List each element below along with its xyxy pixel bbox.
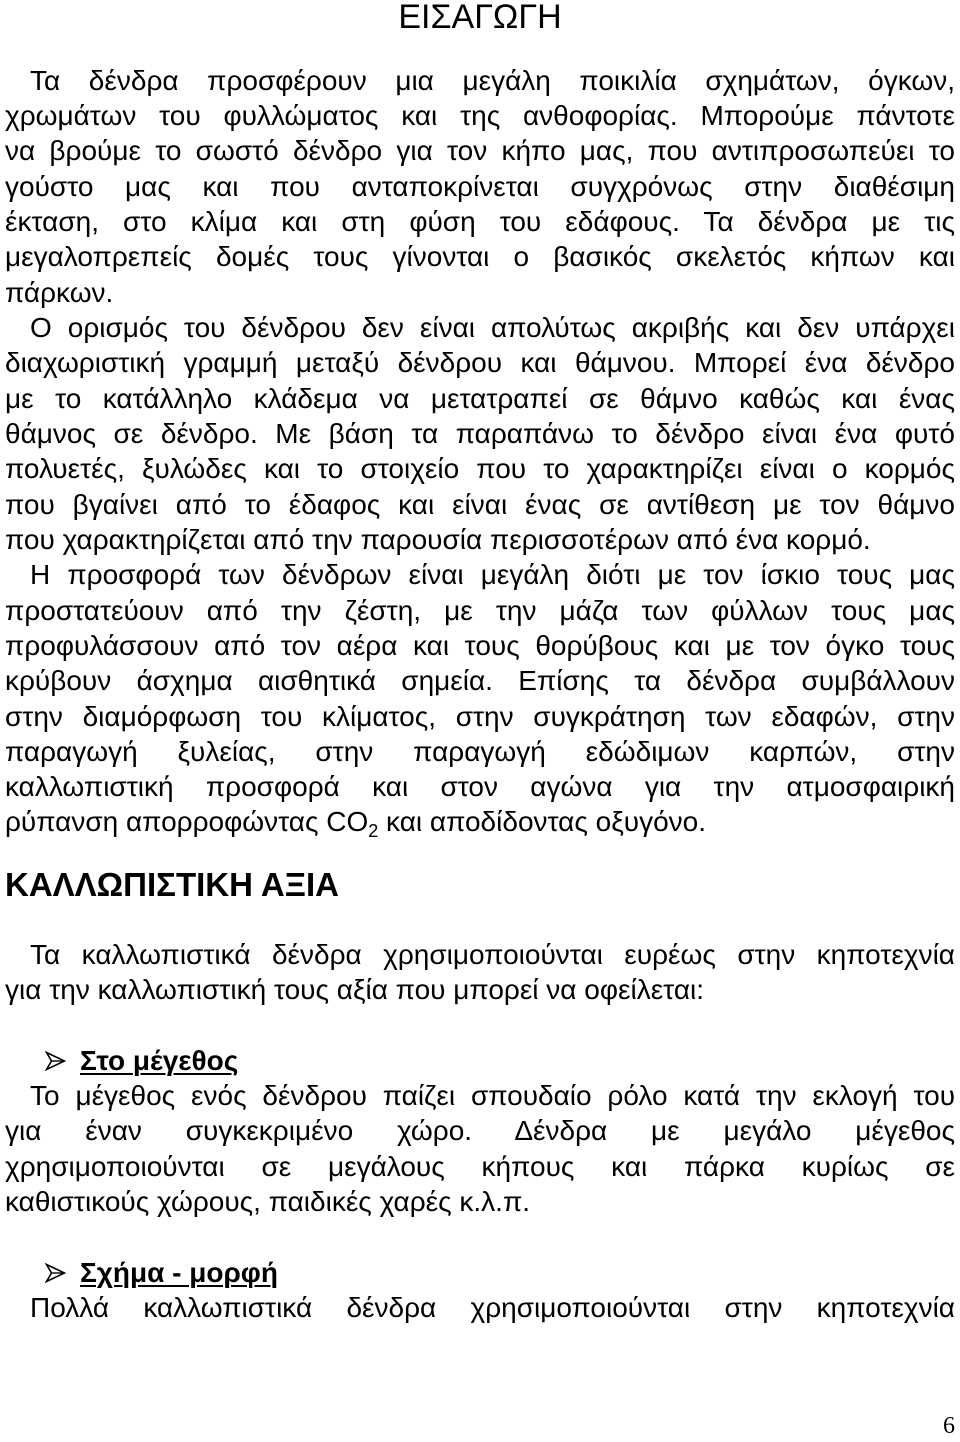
paragraph: [5, 557, 955, 840]
paragraph-line: μεγαλοπρεπείς δομές τους γίνονται ο βασικός σκελετός κήπων και: [5, 241, 955, 273]
line-text: ρύπανση απορροφώντας CO: [5, 806, 369, 838]
paragraph-line: Τα δένδρα προσφέρουν μια μεγάλη ποικιλία σχημάτων, όγκων,: [30, 64, 955, 96]
arrow-bullet-icon: [45, 1263, 66, 1283]
paragraph-line: να βρούμε το σωστό δένδρο για τον κήπο μας, που αντιπροσωπεύει το: [5, 135, 955, 167]
intro-section: [5, 63, 955, 840]
chemical-subscript: 2: [368, 821, 379, 842]
paragraph-line: Το μέγεθος ενός δένδρου παίζει σπουδαίο ρόλο κατά την εκλογή του: [30, 1079, 955, 1111]
paragraph-line: για έναν συγκεκριμένο χώρο. Δένδρα με μεγάλο μέγεθος: [5, 1115, 955, 1147]
paragraph-line: στην διαμόρφωση του κλίματος, στην συγκράτηση των εδαφών, στην: [5, 700, 955, 732]
paragraph-line: για την καλλωπιστική τους αξία που μπορεί να οφείλεται:: [5, 973, 705, 1005]
paragraph-line: γούστο μας και που ανταποκρίνεται συγχρόνως στην διαθέσιμη: [5, 170, 955, 202]
page-title: ΕΙΣΑΓΩΓΗ: [398, 0, 562, 36]
paragraph-line: παραγωγή ξυλείας, στην παραγωγή εδώδιμων καρπών, στην: [5, 735, 955, 767]
paragraph-line: [5, 804, 955, 842]
paragraph-line: προφυλάσσουν από τον αέρα και τους θορύβους και με τον όγκο τους: [5, 629, 955, 661]
bullet-label: Στο μέγεθος: [80, 1044, 239, 1076]
paragraph-line: έκταση, στο κλίμα και στη φύση του εδάφους. Τα δένδρα με τις: [5, 205, 955, 237]
section-heading: ΚΑΛΛΩΠΙΣΤΙΚΗ ΑΞΙΑ: [5, 866, 339, 903]
paragraph: [5, 937, 955, 1008]
line-text: και αποδίδοντας οξυγόνο.: [378, 806, 706, 838]
bullet-heading: [5, 1255, 955, 1290]
paragraph-line: Τα καλλωπιστικά δένδρα χρησιμοποιούνται ευρέως στην κηποτεχνία: [30, 938, 955, 970]
paragraph-line: που χαρακτηρίζεται από την παρουσία περισσοτέρων από ένα κορμό.: [5, 523, 871, 555]
paragraph-line: καθιστικούς χώρους, παιδικές χαρές κ.λ.π.: [5, 1185, 531, 1217]
paragraph-line: Η προσφορά των δένδρων είναι μεγάλη διότι με τον ίσκιο τους μας: [30, 559, 955, 591]
arrow-bullet-icon: [45, 1051, 66, 1071]
page-number: 6: [943, 1413, 955, 1439]
paragraph-line: Πολλά καλλωπιστικά δένδρα χρησιμοποιούνται στην κηποτεχνία: [30, 1291, 955, 1323]
paragraph-line: πολυετές, ξυλώδες και το στοιχείο που το χαρακτηρίζει είναι ο κορμός: [5, 453, 955, 485]
paragraph-line: Ο ορισμός του δένδρου δεν είναι απολύτως ακριβής και δεν υπάρχει: [30, 311, 955, 343]
section-body: [5, 937, 955, 1326]
paragraph: [5, 310, 955, 557]
paragraph-line: θάμνος σε δένδρο. Με βάση τα παραπάνω το δένδρο είναι ένα φυτό: [5, 417, 955, 449]
paragraph-line: κρύβουν άσχημα αισθητικά σημεία. Επίσης τα δένδρα συμβάλλουν: [5, 665, 955, 697]
bullet-label: Σχήμα - μορφή: [80, 1256, 278, 1288]
paragraph-line: καλλωπιστική προσφορά και στον αγώνα για την ατμοσφαιρική: [5, 771, 955, 803]
paragraph-line: διαχωριστική γραμμή μεταξύ δένδρου και θάμνου. Μπορεί ένα δένδρο: [5, 347, 955, 379]
bullet-heading: [5, 1043, 955, 1078]
paragraph-line: πάρκων.: [5, 276, 114, 308]
bullet-item: [5, 1255, 955, 1326]
paragraph-line: που βγαίνει από το έδαφος και είναι ένας σε αντίθεση με τον θάμνο: [5, 488, 955, 520]
paragraph-line: με το κατάλληλο κλάδεμα να μετατραπεί σε θάμνο καθώς και ένας: [5, 382, 955, 414]
paragraph: [5, 63, 955, 310]
bullet-item: [5, 1043, 955, 1220]
paragraph-line: χρωμάτων του φυλλώματος και της ανθοφορίας. Μπορούμε πάντοτε: [5, 99, 955, 131]
paragraph-line: προστατεύουν από την ζέστη, με την μάζα των φύλλων τους μας: [5, 594, 955, 626]
paragraph-line: χρησιμοποιούνται σε μεγάλους κήπους και πάρκα κυρίως σε: [5, 1150, 955, 1182]
